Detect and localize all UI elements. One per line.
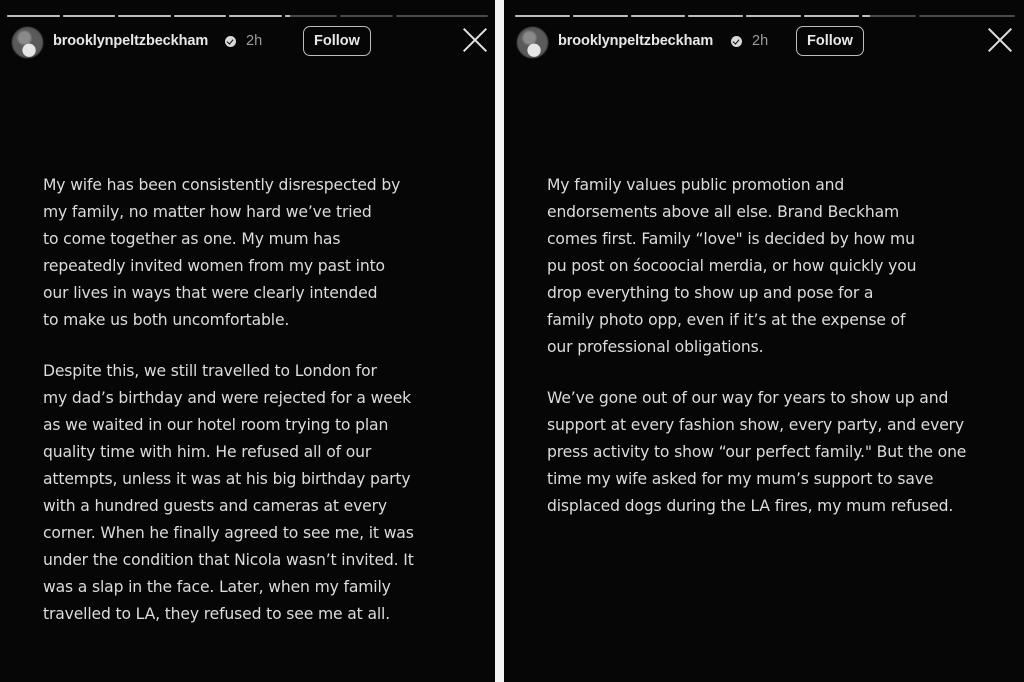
text-line: repeatedly invited women from my past into — [43, 257, 385, 275]
text-line: comes first. Family “love" is decided by how mu — [547, 230, 915, 248]
paragraph — [547, 172, 966, 361]
text-line: endorsements above all else. Brand Beckham — [547, 203, 900, 221]
progress-segment-fill — [63, 15, 116, 17]
progress-segment — [7, 15, 60, 17]
text-line: drop everything to show up and pose for a — [547, 284, 874, 302]
progress-segment — [573, 15, 628, 17]
story-panel-right — [504, 0, 1024, 682]
text-line: to come together as one. My mum has — [43, 230, 341, 248]
progress-segment-fill — [746, 15, 801, 17]
text-line: our professional obligations. — [547, 338, 764, 356]
progress-segment — [862, 15, 917, 17]
text-line: displaced dogs during the LA fires, my mum refused. — [547, 497, 954, 515]
text-line: attempts, unless it was at his big birthday party — [43, 470, 411, 488]
progress-segment-fill — [118, 15, 171, 17]
progress-segment-fill — [862, 15, 870, 17]
post-time: 2h — [246, 33, 263, 49]
text-line: as we waited in our hotel room trying to plan — [43, 416, 389, 434]
story-progress-bar — [515, 15, 1015, 17]
progress-segment-fill — [174, 15, 227, 17]
text-line: my family, no matter how hard we’ve tried — [43, 203, 372, 221]
progress-segment-fill — [7, 15, 60, 17]
text-line: family photo opp, even if it’s at the expense of — [547, 311, 906, 329]
verified-badge-icon — [731, 36, 742, 47]
paragraph — [43, 172, 414, 334]
text-line: quality time with him. He refused all of our — [43, 443, 372, 461]
text-line: travelled to LA, they refused to see me at all. — [43, 605, 391, 623]
text-line: press activity to show “our perfect family." But the one — [547, 443, 967, 461]
text-line: My wife has been consistently disrespected by — [43, 176, 401, 194]
text-line: to make us both uncomfortable. — [43, 311, 290, 329]
story-header — [504, 25, 1024, 59]
progress-segment — [804, 15, 859, 17]
progress-segment — [631, 15, 686, 17]
text-line: our lives in ways that were clearly intended — [43, 284, 378, 302]
story-progress-bar — [7, 15, 488, 17]
text-line: was a slap in the face. Later, when my family — [43, 578, 391, 596]
progress-segment — [118, 15, 171, 17]
progress-segment — [63, 15, 116, 17]
story-text — [43, 172, 414, 652]
progress-segment — [396, 15, 488, 17]
story-header — [0, 25, 495, 59]
story-panel-left — [0, 0, 495, 682]
avatar[interactable] — [11, 26, 44, 59]
progress-segment — [340, 15, 393, 17]
progress-segment-fill — [229, 15, 282, 17]
text-line: pu post on śocoocial merdia, or how quickly you — [547, 257, 917, 275]
follow-button[interactable]: Follow — [796, 26, 864, 56]
panel-divider — [495, 0, 504, 682]
paragraph — [547, 385, 966, 520]
text-line: with a hundred guests and cameras at every — [43, 497, 387, 515]
username[interactable]: brooklynpeltzbeckham — [558, 33, 714, 49]
username[interactable]: brooklynpeltzbeckham — [53, 33, 209, 49]
text-line: support at every fashion show, every party, and every — [547, 416, 964, 434]
progress-segment — [174, 15, 227, 17]
progress-segment — [688, 15, 743, 17]
follow-button[interactable]: Follow — [303, 26, 371, 56]
story-text — [547, 172, 966, 544]
text-line: corner. When he finally agreed to see me, it was — [43, 524, 414, 542]
close-icon[interactable] — [462, 27, 488, 53]
progress-segment-fill — [515, 15, 570, 17]
progress-segment — [919, 15, 1015, 17]
progress-segment-fill — [285, 15, 290, 17]
avatar[interactable] — [516, 26, 549, 59]
progress-segment-fill — [688, 15, 743, 17]
text-line: My family values public promotion and — [547, 176, 845, 194]
progress-segment-fill — [573, 15, 628, 17]
text-line: my dad’s birthday and were rejected for a week — [43, 389, 412, 407]
verified-badge-icon — [225, 36, 236, 47]
text-line: We’ve gone out of our way for years to show up and — [547, 389, 949, 407]
close-icon[interactable] — [987, 27, 1013, 53]
progress-segment-fill — [631, 15, 686, 17]
progress-segment — [285, 15, 338, 17]
post-time: 2h — [752, 33, 769, 49]
text-line: Despite this, we still travelled to London for — [43, 362, 377, 380]
progress-segment — [515, 15, 570, 17]
progress-segment-fill — [804, 15, 859, 17]
progress-segment — [746, 15, 801, 17]
paragraph — [43, 358, 414, 628]
progress-segment — [229, 15, 282, 17]
text-line: time my wife asked for my mum’s support to save — [547, 470, 934, 488]
text-line: under the condition that Nicola wasn’t invited. It — [43, 551, 414, 569]
